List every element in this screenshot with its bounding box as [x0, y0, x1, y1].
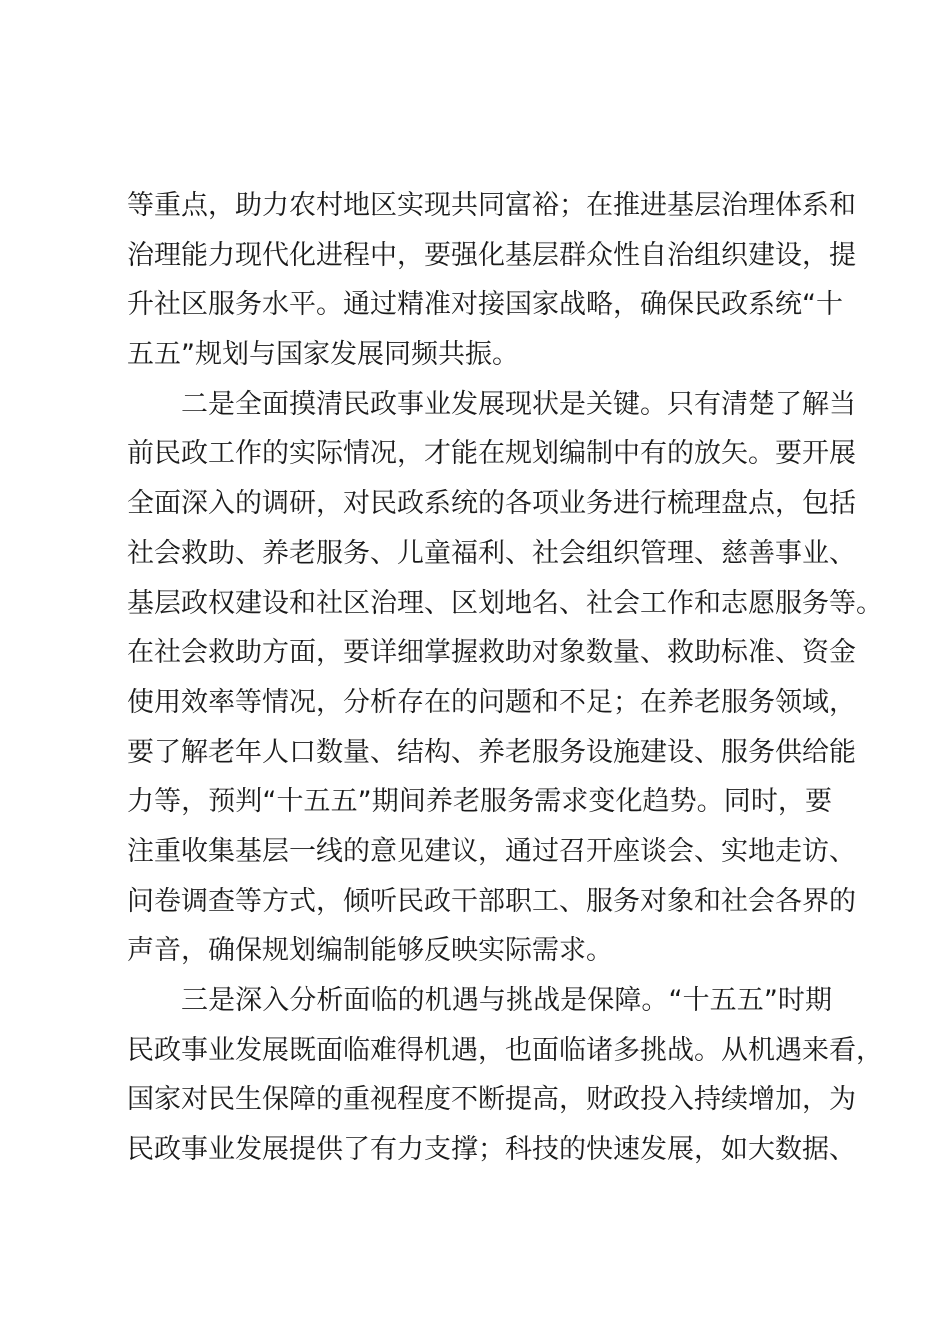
text-line: 注重收集基层一线的意见建议，通过召开座谈会、实地走访、 — [127, 835, 856, 867]
text-line: 社会救助、养老服务、儿童福利、社会组织管理、慈善事业、 — [127, 537, 856, 569]
text-line: 全面深入的调研，对民政系统的各项业务进行梳理盘点，包括 — [127, 488, 856, 520]
text-line: 升社区服务水平。通过精准对接国家战略，确保民政系统“十 — [127, 289, 843, 321]
text-line: 基层政权建设和社区治理、区划地名、社会工作和志愿服务等。 — [127, 587, 883, 619]
text-line: 国家对民生保障的重视程度不断提高，财政投入持续增加，为 — [127, 1084, 856, 1116]
text-line: 民政事业发展提供了有力支撑；科技的快速发展，如大数据、 — [127, 1134, 856, 1166]
text-line: 在社会救助方面，要详细掌握救助对象数量、救助标准、资金 — [127, 637, 856, 669]
paragraph-1 — [127, 181, 856, 380]
text-line: 五五”规划与国家发展同频共振。 — [127, 339, 519, 371]
text-line: 声音，确保规划编制能够反映实际需求。 — [127, 935, 613, 967]
paragraph-3 — [127, 976, 883, 1175]
paragraph-2 — [127, 380, 883, 976]
text-line: 三是深入分析面临的机遇与挑战是保障。“十五五”时期 — [181, 985, 832, 1016]
text-line: 使用效率等情况，分析存在的问题和不足；在养老服务领域， — [127, 686, 856, 718]
text-line: 力等，预判“十五五”期间养老服务需求变化趋势。同时，要 — [127, 786, 832, 818]
text-line: 问卷调查等方式，倾听民政干部职工、服务对象和社会各界的 — [127, 885, 856, 917]
text-line: 二是全面摸清民政事业发展现状是关键。只有清楚了解当 — [181, 388, 856, 420]
document-body — [127, 181, 883, 1175]
text-line: 前民政工作的实际情况，才能在规划编制中有的放矢。要开展 — [127, 438, 856, 470]
text-line: 要了解老年人口数量、结构、养老服务设施建设、服务供给能 — [127, 736, 856, 768]
text-line: 治理能力现代化进程中，要强化基层群众性自治组织建设，提 — [127, 239, 856, 271]
text-line: 等重点，助力农村地区实现共同富裕；在推进基层治理体系和 — [127, 190, 856, 221]
text-line: 民政事业发展既面临难得机遇，也面临诸多挑战。从机遇来看， — [127, 1034, 883, 1066]
